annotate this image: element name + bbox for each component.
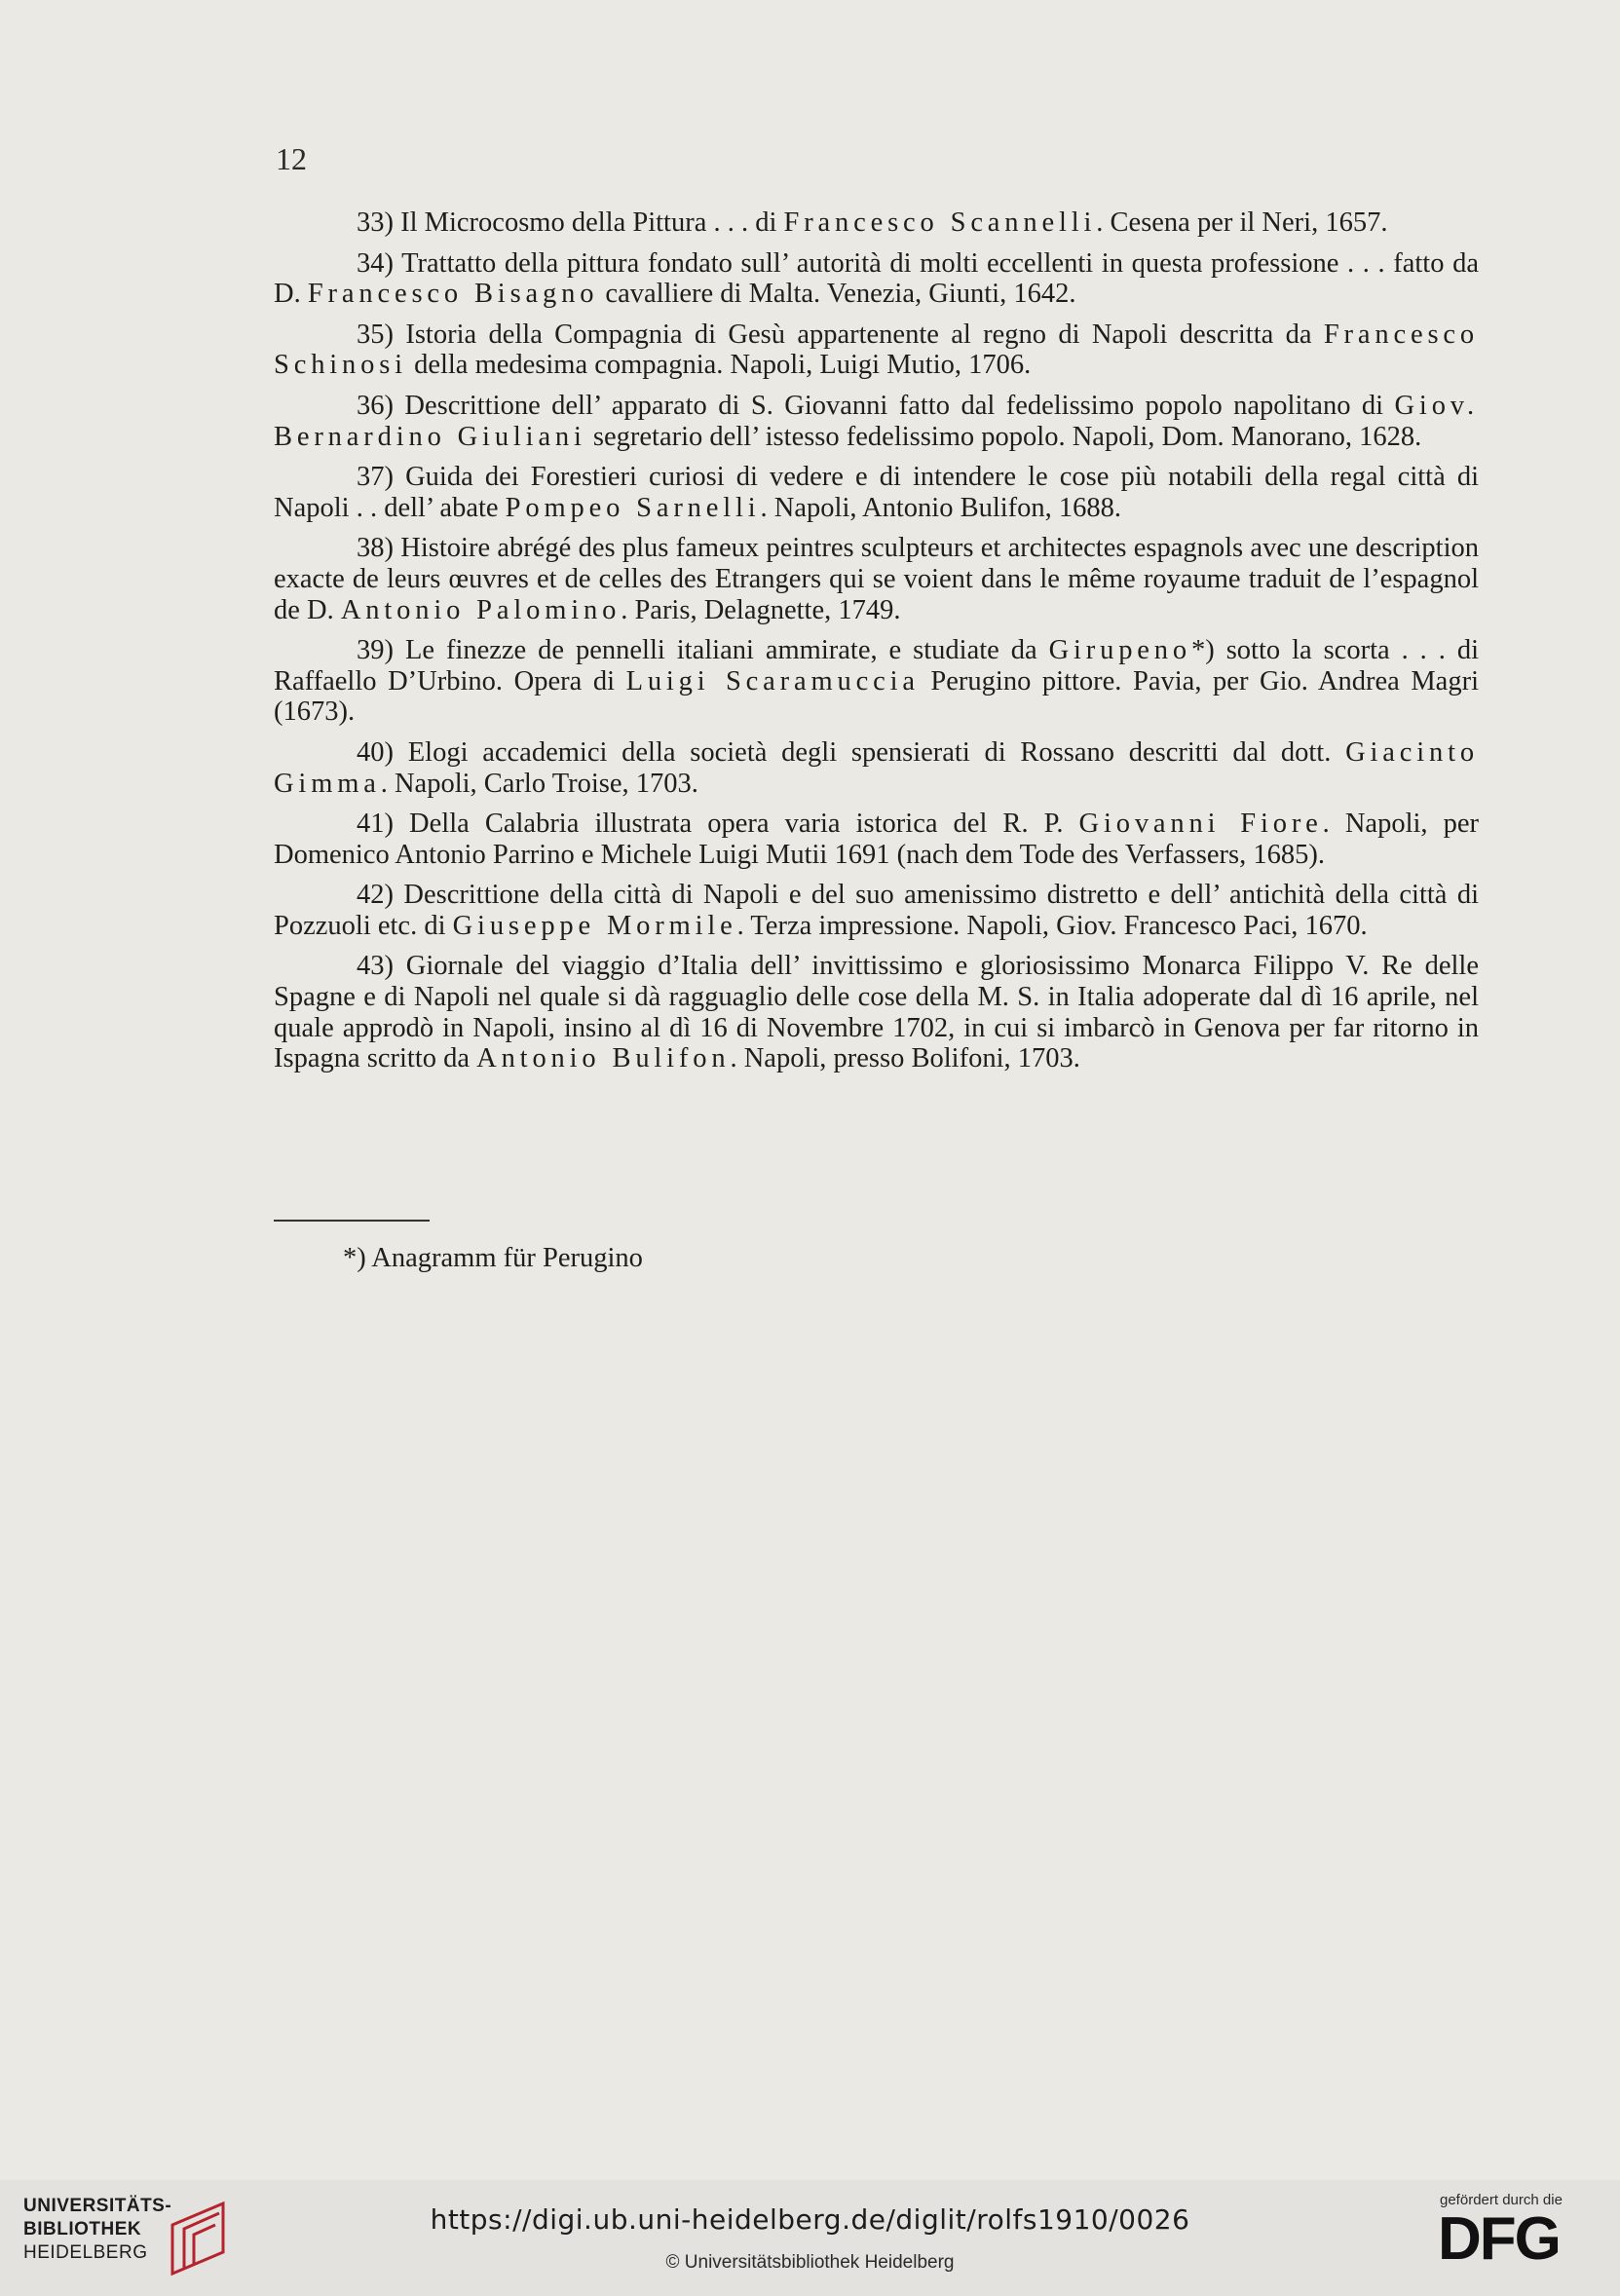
author-name: Giov. Bernardino Giuliani [274, 390, 1479, 452]
author-name: Girupeno [1048, 635, 1191, 666]
bibliography-entry [274, 462, 1479, 523]
entry-text: . Napoli, presso Bolifoni, 1703. [730, 1043, 1080, 1074]
bibliography-entry [274, 951, 1479, 1073]
footnote-divider [274, 1220, 430, 1222]
copyright-notice: © Universitätsbibliothek Heidelberg [665, 2252, 955, 2273]
bibliography-entry [274, 809, 1479, 870]
library-name-line-1: UNIVERSITÄTS- [23, 2196, 172, 2216]
entry-text: 37) Guida dei Forestieri curiosi di vedere e di intendere le cose più notabili della regal città di Napoli . . dell’ abate [274, 462, 1479, 523]
dfg-logo[interactable]: DFG [1438, 2205, 1560, 2273]
author-name: Pompeo Sarnelli [505, 492, 761, 523]
bibliography-list [274, 207, 1479, 1084]
bibliography-entry [274, 320, 1479, 381]
author-name: Luigi Scaramuccia [625, 665, 920, 696]
author-name: Francesco Scannelli [783, 207, 1097, 238]
page-number: 12 [276, 141, 307, 176]
entry-text: della medesima compagnia. Napoli, Luigi Mutio, 1706. [406, 350, 1032, 381]
author-name: Francesco Schinosi [274, 319, 1479, 381]
author-name: Antonio Palomino [340, 594, 622, 625]
entry-text: cavalliere di Malta. Venezia, Giunti, 1642. [598, 279, 1076, 310]
bibliography-entry [274, 533, 1479, 625]
author-name: Antonio Bulifon [476, 1043, 731, 1074]
entry-text: 33) Il Microcosmo della Pittura . . . di [357, 207, 784, 238]
bibliography-entry [274, 635, 1479, 728]
entry-text: 43) Giornale del viaggio d’Italia dell’ invittissimo e gloriosissimo Monarca Filippo V. Re delle Spagne e di Napoli nel quale si dà ragguaglio delle cose della M. S. in Italia adoperate dal dì 16 aprile, nel quale approdò in Napoli, insino al dì 16 di Novembre 1702, in cui si imbarcò in Genova per far ritorno in Ispagna scritto da [274, 951, 1479, 1074]
author-name: Francesco Bisagno [307, 279, 599, 310]
entry-text: 35) Istoria della Compagnia di Gesù appartenente al regno di Napoli descritta da [357, 319, 1324, 350]
funding-label: gefördert durch die [1440, 2192, 1563, 2208]
entry-text: . Terza impressione. Napoli, Giov. Francesco Paci, 1670. [736, 910, 1368, 941]
entry-text: *) sotto la scorta . . . di Raffaello D’Urbino. Opera di [274, 635, 1479, 696]
document-url-link[interactable]: https://digi.ub.uni-heidelberg.de/diglit/rolfs1910/0026 [430, 2203, 1190, 2236]
bibliography-entry [274, 248, 1479, 310]
entry-text: 36) Descrittione dell’ apparato di S. Giovanni fatto dal fedelissimo popolo napolitano di [357, 390, 1395, 421]
bibliography-entry [274, 207, 1479, 239]
library-name-line-2: BIBLIOTHEK [23, 2219, 142, 2240]
entry-text: . Napoli, per Domenico Antonio Parrino e Michele Luigi Mutii 1691 (nach dem Tode des Verfassers, 1685). [274, 809, 1479, 870]
footnote: *) Anagramm für Perugino [343, 1243, 643, 1273]
entry-text: 34) Trattatto della pittura fondato sull’ autorità di molti eccellenti in questa professione . . . fatto da D. [274, 247, 1479, 310]
bibliography-entry [274, 880, 1479, 941]
entry-text: 41) Della Calabria illustrata opera varia istorica del R. P. [357, 809, 1079, 840]
entry-text: 40) Elogi accademici della società degli spensierati di Rossano descritti dal dott. [357, 736, 1346, 768]
library-name-line-3: HEIDELBERG [23, 2242, 148, 2263]
author-name: Giacinto Gimma [274, 736, 1479, 799]
entry-text: . Cesena per il Neri, 1657. [1096, 207, 1388, 238]
author-name: Giuseppe Mormile [452, 910, 737, 941]
entry-text: . Napoli, Carlo Troise, 1703. [380, 768, 698, 799]
entry-text: 39) Le finezze de pennelli italiani ammirate, e studiate da [357, 635, 1049, 666]
bibliography-entry [274, 391, 1479, 452]
entry-text: 38) Histoire abrégé des plus fameux peintres sculpteurs et architectes espagnols avec une description exacte de leurs œuvres et de celles des Etrangers qui se voient dans le même royaume traduit de l’espagnol de D. [274, 533, 1479, 625]
entry-text: 42) Descrittione della città di Napoli e del suo amenissimo distretto e dell’ antichità della città di Pozzuoli etc. di [274, 880, 1479, 941]
bibliography-entry [274, 737, 1479, 799]
entry-text: Perugino pittore. Pavia, per Gio. Andrea Magri (1673). [274, 665, 1479, 728]
entry-text: segretario dell’ istesso fedelissimo popolo. Napoli, Dom. Manorano, 1628. [585, 421, 1422, 452]
entry-text: . Paris, Delagnette, 1749. [621, 594, 901, 625]
entry-text: . Napoli, Antonio Bulifon, 1688. [760, 492, 1122, 523]
author-name: Giovanni Fiore [1078, 809, 1323, 840]
